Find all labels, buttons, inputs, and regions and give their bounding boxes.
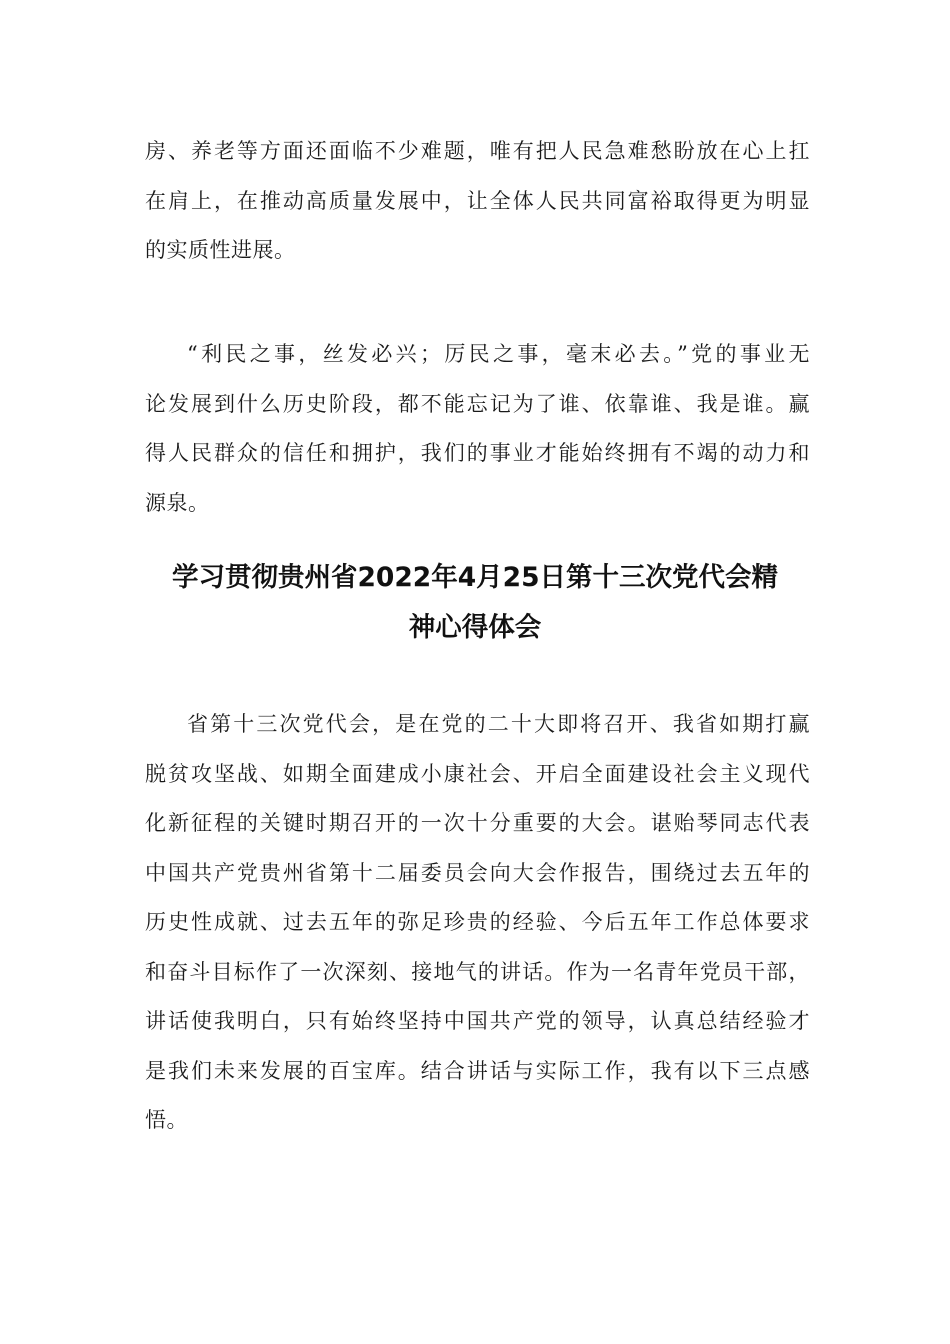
text-line: 源泉。: [145, 490, 210, 515]
text-line: 得人民群众的信任和拥护，我们的事业才能始终拥有不竭的动力和: [145, 441, 810, 465]
text-line: 中国共产党贵州省第十二届委员会向大会作报告，围绕过去五年的: [145, 860, 810, 885]
heading-line: 神心得体会: [408, 612, 542, 643]
text-line: 化新征程的关键时期召开的一次十分重要的大会。谌贻琴同志代表: [145, 811, 810, 835]
paragraph-quote: [145, 330, 810, 528]
paragraph-body: [145, 700, 810, 1146]
text-line: 和奋斗目标作了一次深刻、接地气的讲话。作为一名青年党员干部，: [145, 959, 810, 984]
text-line: 房、养老等方面还面临不少难题，唯有把人民急难愁盼放在心上扛: [145, 139, 810, 163]
text-line: “利民之事，丝发必兴；厉民之事，毫末必去。”党的事业无: [187, 342, 810, 366]
text-line: 在肩上，在推动高质量发展中，让全体人民共同富裕取得更为明显: [145, 188, 810, 213]
text-line: 历史性成就、过去五年的弥足珍贵的经验、今后五年工作总体要求: [145, 910, 810, 934]
text-line: 省第十三次党代会，是在党的二十大即将召开、我省如期打赢: [187, 712, 810, 736]
text-line: 是我们未来发展的百宝库。结合讲话与实际工作，我有以下三点感: [145, 1058, 810, 1083]
section-heading: [130, 553, 820, 653]
heading-line: 学习贯彻贵州省2022年4月25日第十三次党代会精: [171, 562, 779, 593]
paragraph-continued: [145, 127, 810, 276]
text-line: 论发展到什么历史阶段，都不能忘记为了谁、依靠谁、我是谁。赢: [145, 391, 810, 416]
text-line: 讲话使我明白，只有始终坚持中国共产党的领导，认真总结经验才: [145, 1009, 810, 1033]
text-line: 悟。: [145, 1108, 188, 1132]
text-line: 的实质性进展。: [145, 238, 296, 262]
text-line: 脱贫攻坚战、如期全面建成小康社会、开启全面建设社会主义现代: [145, 761, 810, 786]
